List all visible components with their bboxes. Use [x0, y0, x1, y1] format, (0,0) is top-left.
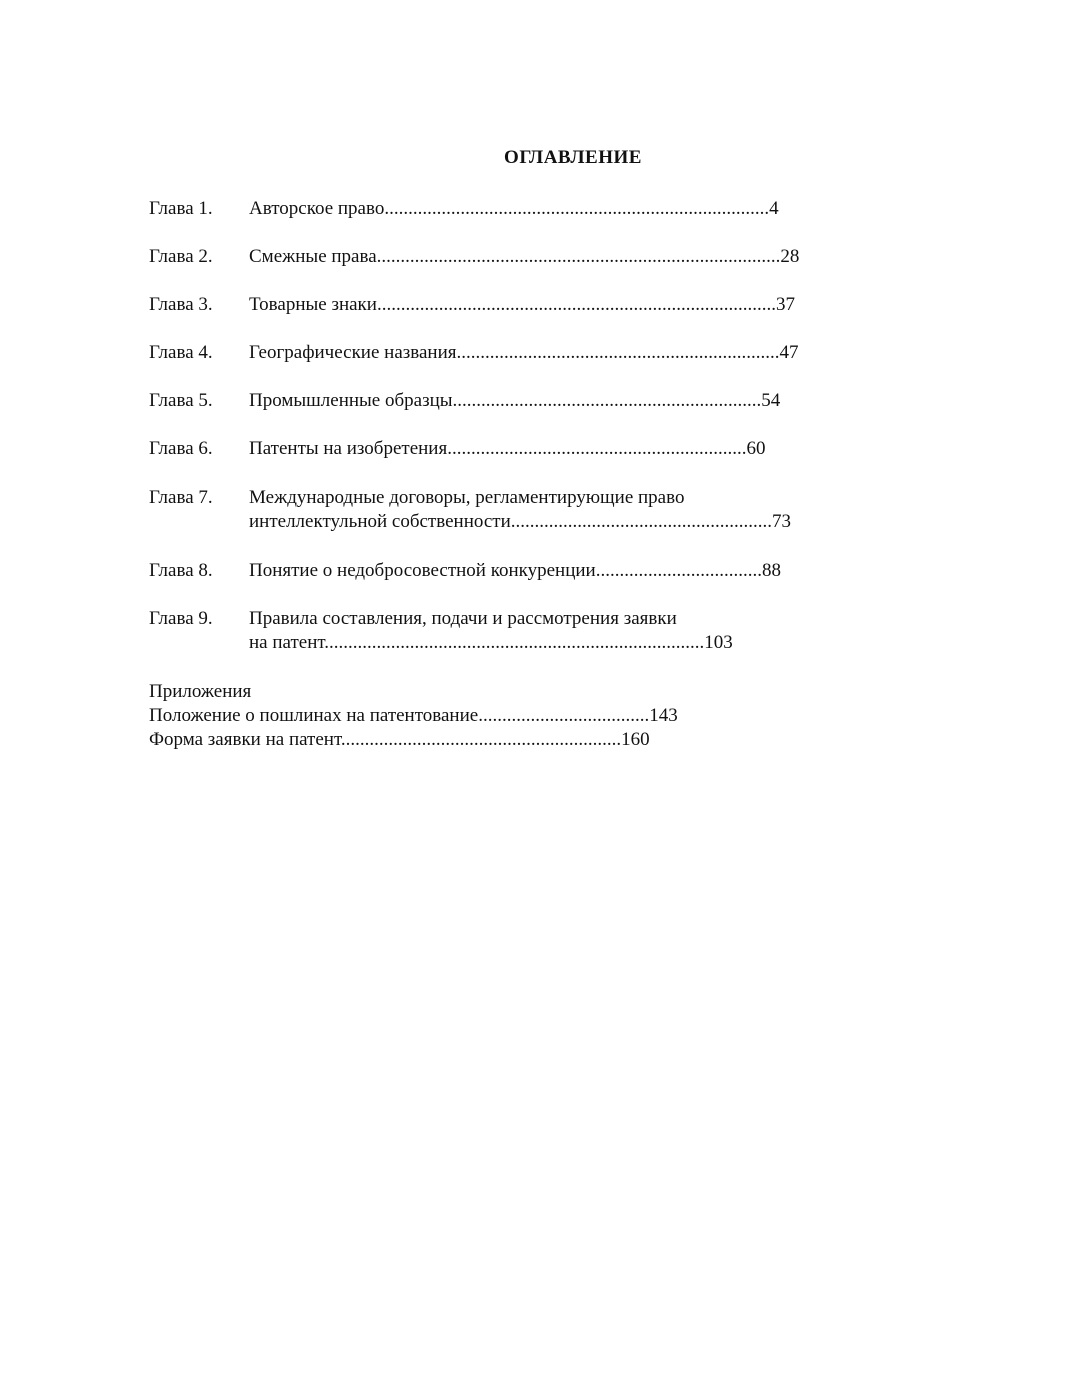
- chapter-title: Авторское право.................................................................................4: [249, 198, 779, 219]
- chapter-title-continuation: интеллектульной собственности.......................................................73: [249, 511, 791, 532]
- chapter-title-continuation: на патент................................................................................103: [249, 632, 733, 653]
- chapter-title: Патенты на изобретения...............................................................60: [249, 438, 766, 459]
- chapter-title: Географические названия....................................................................47: [249, 342, 799, 363]
- chapter-number: Глава 5.: [149, 390, 213, 411]
- chapter-number: Глава 1.: [149, 198, 213, 219]
- chapter-number: Глава 9.: [149, 608, 213, 629]
- chapter-number: Глава 4.: [149, 342, 213, 363]
- chapter-number: Глава 8.: [149, 560, 213, 581]
- toc-title: ОГЛАВЛЕНИЕ: [504, 147, 642, 168]
- chapter-number: Глава 7.: [149, 487, 213, 508]
- chapter-title: Правила составления, подачи и рассмотрения заявки: [249, 608, 677, 629]
- chapter-title: Товарные знаки....................................................................................37: [249, 294, 795, 315]
- appendix-heading: Приложения: [149, 681, 252, 702]
- appendix-item-fees: Положение о пошлинах на патентование....................................143: [149, 705, 678, 726]
- chapter-number: Глава 2.: [149, 246, 213, 267]
- chapter-title: Международные договоры, регламентирующие право: [249, 487, 685, 508]
- chapter-title: Смежные права.....................................................................................28: [249, 246, 800, 267]
- appendix-item-form: Форма заявки на патент...........................................................160: [149, 729, 650, 750]
- chapter-title: Понятие о недобросовестной конкуренции...................................88: [249, 560, 781, 581]
- chapter-number: Глава 6.: [149, 438, 213, 459]
- chapter-number: Глава 3.: [149, 294, 213, 315]
- toc-appendix: [149, 680, 678, 752]
- chapter-title: Промышленные образцы.................................................................54: [249, 390, 781, 411]
